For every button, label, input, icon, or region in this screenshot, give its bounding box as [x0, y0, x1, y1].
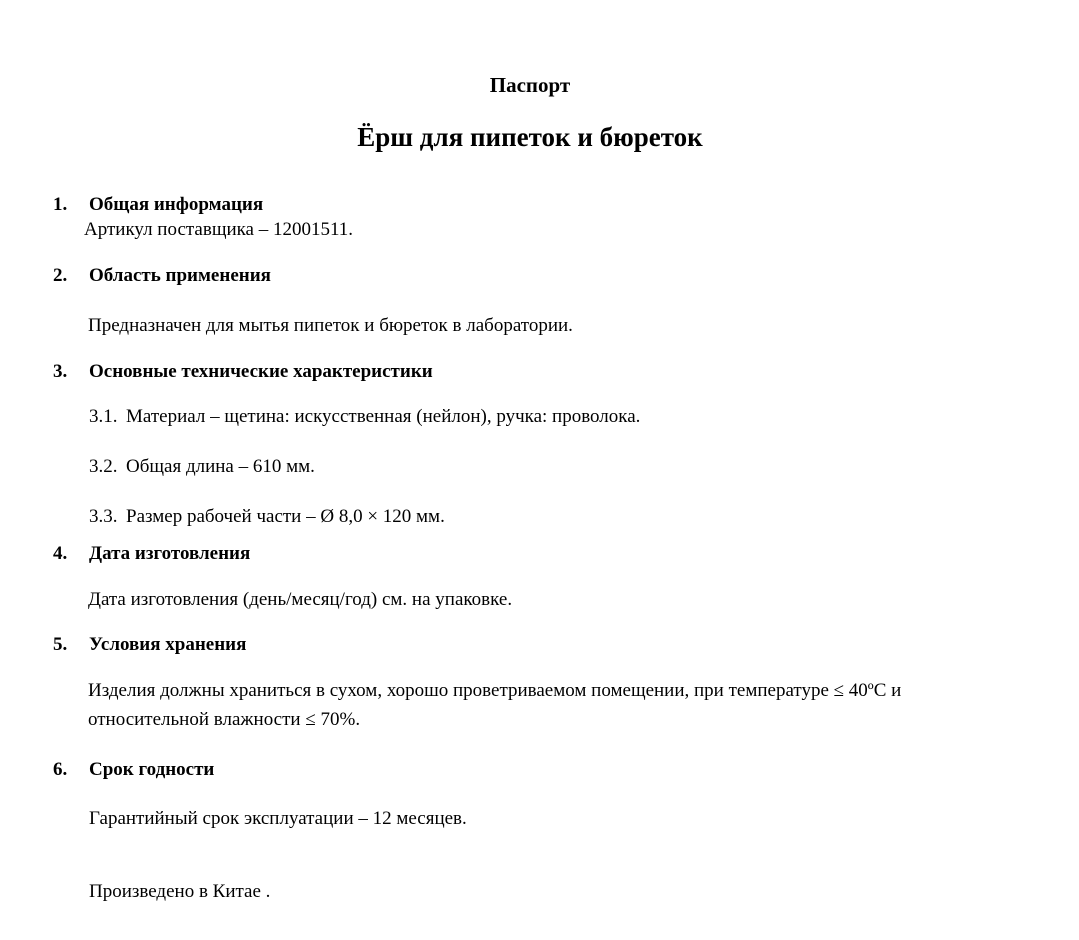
- section-4-heading: Дата изготовления: [89, 543, 251, 564]
- section-6-heading: Срок годности: [89, 759, 215, 780]
- spec-item-number: 3.1.: [89, 406, 118, 427]
- document-title: Ёрш для пипеток и бюреток: [357, 122, 703, 152]
- section-2-number: 2.: [53, 265, 68, 286]
- section-6-text: Гарантийный срок эксплуатации – 12 месяцев.: [89, 808, 467, 829]
- section-1-text: Артикул поставщика – 12001511.: [84, 219, 354, 240]
- spec-item-number: 3.3.: [89, 506, 118, 527]
- section-5-number: 5.: [53, 634, 68, 655]
- origin-note: Произведено в Китае .: [89, 881, 271, 902]
- section-3-heading: Основные технические характеристики: [89, 361, 433, 382]
- section-1-heading: Общая информация: [89, 194, 264, 215]
- section-4-text: Дата изготовления (день/месяц/год) см. на упаковке.: [88, 589, 513, 610]
- section-5-text-line-2: относительной влажности ≤ 70%.: [88, 709, 361, 730]
- section-2-heading: Область применения: [89, 265, 271, 286]
- spec-item-text: Материал – щетина: искусственная (нейлон), ручка: проволока.: [126, 406, 641, 427]
- section-1-number: 1.: [53, 194, 68, 215]
- section-3-number: 3.: [53, 361, 68, 382]
- section-2-text: Предназначен для мытья пипеток и бюреток в лаборатории.: [88, 315, 573, 336]
- section-5-heading: Условия хранения: [89, 634, 247, 655]
- spec-item-number: 3.2.: [89, 456, 118, 477]
- section-5-text-line-1: Изделия должны храниться в сухом, хорошо проветриваемом помещении, при температуре ≤ 40ºC и: [88, 680, 902, 701]
- spec-item-text: Размер рабочей части – Ø 8,0 × 120 мм.: [126, 506, 445, 527]
- section-6-number: 6.: [53, 759, 68, 780]
- document-label: Паспорт: [489, 73, 571, 97]
- spec-item-text: Общая длина – 610 мм.: [126, 456, 315, 477]
- section-4-number: 4.: [53, 543, 68, 564]
